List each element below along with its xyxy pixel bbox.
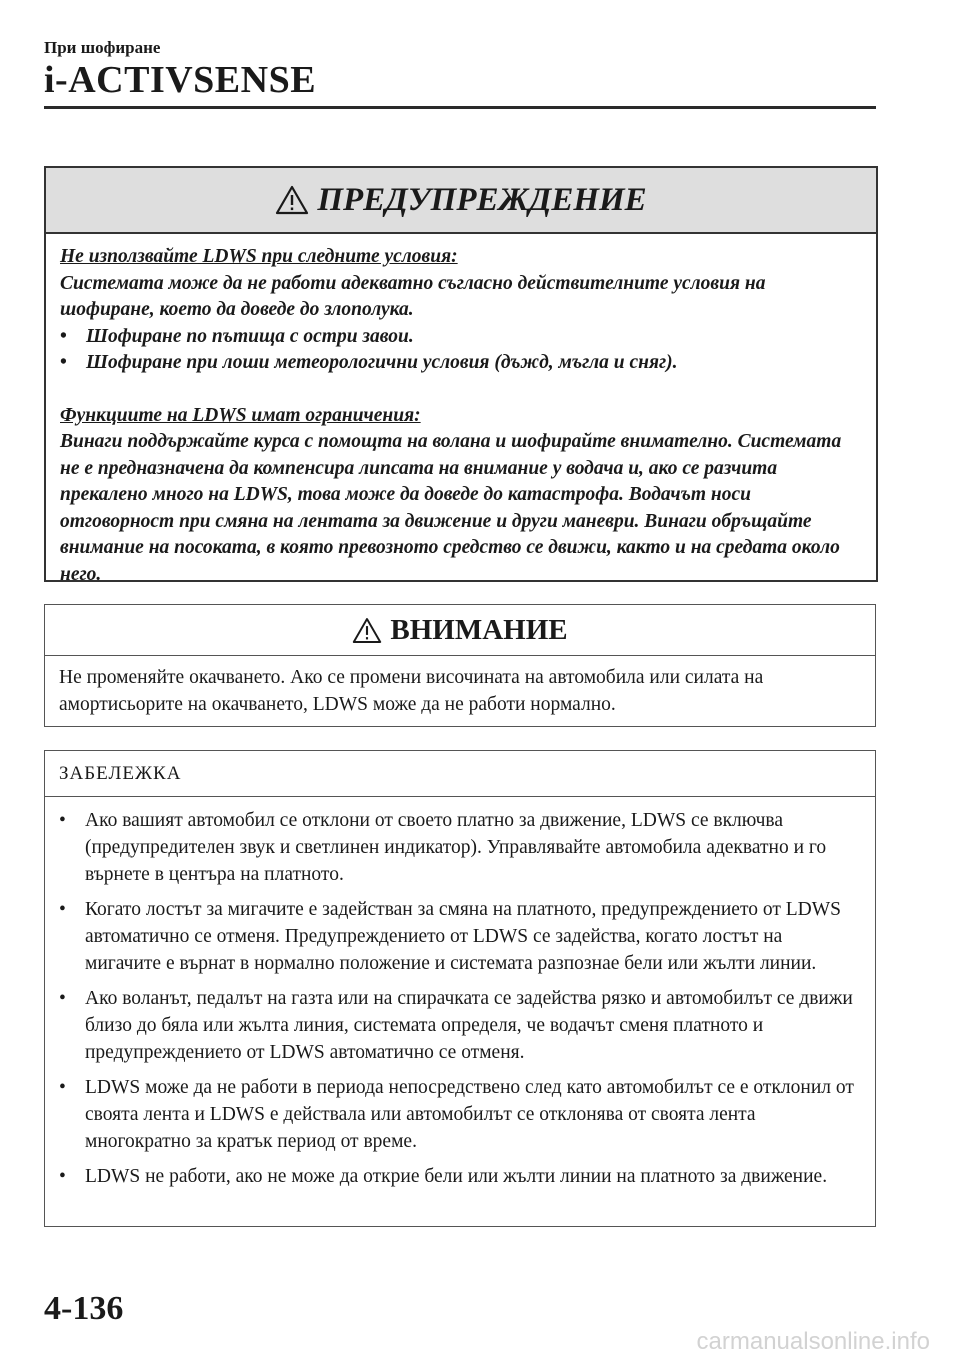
bullet-icon: • — [60, 352, 67, 373]
caution-box — [44, 604, 876, 727]
warning-bullet — [60, 324, 862, 351]
header-divider — [44, 106, 876, 109]
caution-text: Не променяйте окачването. Ако се промени височината на автомобила или силата на амортисьорите на окачването, LDWS може да не работи нормално. — [59, 667, 764, 715]
warning-text-2: Винаги поддържайте курса с помощта на волана и шофирайте внимателно. Системата не е предназначена да компенсира липсата на внимание у водача и, ако се разчита прекалено много на LDWS, това може да доведе до катастрофа. Водачът носи отговорност при смяна на лентата за движение и други маневри. Винаги обръщайте внимание на посоката, в която превозното средство се движи, както и на средата около него. — [60, 431, 842, 585]
list-item — [59, 807, 861, 888]
note-title: ЗАБЕЛЕЖКА — [45, 751, 875, 797]
note-item-text: Ако вашият автомобил се отклони от своето платно за движение, LDWS се включва (предупредителен звук и светлинен индикатор). Управлявайте автомобила адекватно и го върнете в центъра на платното. — [85, 810, 827, 885]
caution-title: ВНИМАНИЕ — [390, 613, 568, 646]
warning-triangle-icon — [275, 185, 309, 215]
list-item — [59, 1074, 861, 1155]
section-subtitle: При шофиране — [44, 38, 161, 57]
note-box — [44, 750, 876, 1227]
warning-header — [46, 168, 876, 234]
bullet-icon: • — [60, 325, 67, 347]
note-item-text: Ако воланът, педалът на газта или на спирачката се задейства рязко и автомобилът се движи близо до бяла или жълта линия, системата определя, че водачът сменя платното и предупреждението от LDWS автоматично се отменя. — [85, 988, 853, 1063]
list-item — [59, 1163, 861, 1190]
bullet-icon: • — [59, 810, 66, 831]
warning-triangle-icon — [352, 617, 382, 644]
warning-text-1: Системата може да не работи адекватно съгласно действителните условия на шофиране, което да доведе до злополука. — [60, 272, 766, 320]
warning-heading-1: Не използвайте LDWS при следните условия: — [60, 246, 458, 267]
list-item — [59, 985, 861, 1066]
warning-heading-2: Функциите на LDWS имат ограничения: — [60, 404, 421, 426]
bullet-icon: • — [59, 1166, 66, 1187]
note-item-text: Когато лостът за мигачите е задействан за смяна на платното, предупреждението от LDWS автоматично се отменя. Предупреждението от LDWS се задейства, когато лостът на мигачите е върнат в нормално положение и системата разпознае бели или жълти линии. — [85, 899, 841, 974]
note-item-text: LDWS може да не работи в периода непосредствено след като автомобилът се е отклонил от своята лента и LDWS е действала или автомобилът се отклонява от своята лента многократно за кратък период от време. — [85, 1077, 854, 1152]
caution-header — [45, 605, 875, 656]
page-number: 4-136 — [44, 1290, 124, 1327]
warning-title: ПРЕДУПРЕЖДЕНИЕ — [317, 181, 647, 218]
bullet-icon: • — [59, 899, 66, 920]
warning-bullet-text: Шофиране при лоши метеорологични условия (дъжд, мъгла и сняг). — [86, 352, 678, 373]
note-body — [45, 797, 875, 1190]
warning-bullet — [60, 350, 862, 377]
bullet-icon: • — [59, 988, 66, 1009]
note-item-text: LDWS не работи, ако не може да открие бели или жълти линии на платното за движение. — [85, 1166, 828, 1187]
list-item — [59, 896, 861, 977]
warning-box — [44, 166, 878, 585]
warning-bullet-text: Шофиране по пътища с остри завои. — [86, 325, 414, 347]
warning-body — [46, 234, 876, 588]
bullet-icon: • — [59, 1077, 66, 1098]
section-title: i-ACTIVSENSE — [44, 59, 317, 101]
watermark: carmanualsonline.info — [696, 1328, 930, 1355]
